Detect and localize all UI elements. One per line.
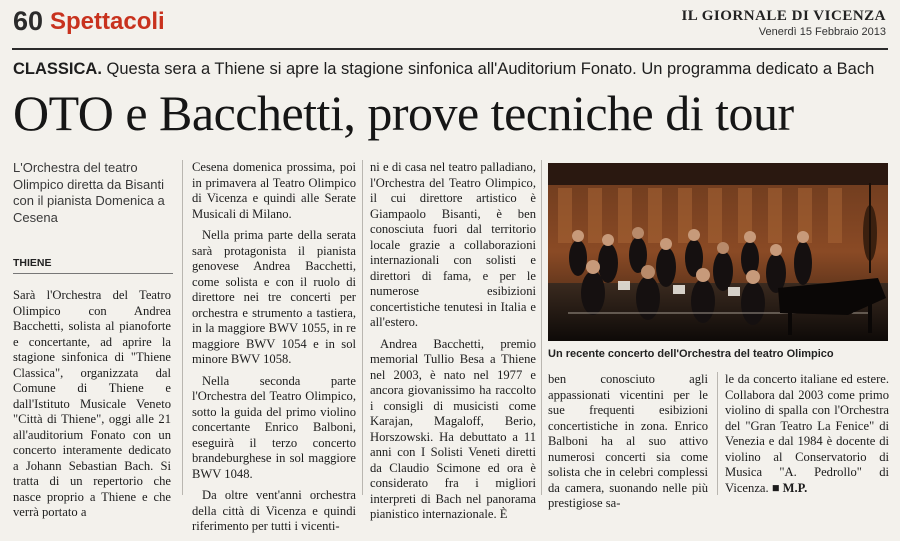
column-divider	[717, 372, 718, 495]
paragraph: Nella seconda parte l'Orchestra del Teatro Olimpico, sotto la guida del primo violino concertante Enrico Balboni, eseguirà il terzo concerto brandeburghese in sol maggiore BWV 1048.	[192, 373, 356, 481]
paragraph: Nella prima parte della serata sarà protagonista il pianista genovese Andrea Bacchetti, come solista e con il ruolo di direttore nei tre concerti per orchestra e strumento a tastiera, in la maggiore BWV 1055, in re maggiore BWV 1054 e in sol minore BWV 1058.	[192, 228, 356, 366]
paragraph: Da oltre vent'anni orchestra della città di Vicenza e quindi riferimento per tutti i vicenti-	[192, 488, 356, 533]
summary: L'Orchestra del teatro Olimpico diretta da Bisanti con il pianista Domenica a Cesena	[13, 160, 165, 225]
paragraph: Cesena domenica prossima, poi in primavera al Teatro Olimpico di Vicenza e quindi alle Serate Musicali di Milano.	[192, 160, 356, 221]
page-header	[0, 0, 900, 44]
newspaper-name: IL GIORNALE DI VICENZA	[681, 8, 886, 24]
kicker-label: CLASSICA.	[13, 60, 102, 78]
dateline: THIENE	[13, 257, 52, 269]
paragraph	[725, 372, 889, 496]
column-divider	[182, 160, 183, 495]
text-column-4	[548, 372, 708, 518]
issue-date: Venerdì 15 Febbraio 2013	[758, 26, 886, 38]
text-column-3	[370, 160, 536, 529]
text-column-2	[192, 160, 356, 541]
headline: OTO e Bacchetti, prove tecniche di tour	[13, 85, 794, 141]
photo-caption: Un recente concerto dell'Orchestra del teatro Olimpico	[548, 348, 834, 360]
paragraph: Sarà l'Orchestra del Teatro Olimpico con Andrea Bacchetti, solista al pianoforte e concertante, ad aprire la stagione sinfonica di "Thiene Classica", organizzata dal Comune di Thiene e dall'Istituto Musicale Veneto "Città di Thiene", oggi alle 21 all'auditorium Fonato con un concerto interamente dedicato a Johann Sebastian Bach. Si tratta di un repertorio che nasce proprio a Thiene e che verrà portato a	[13, 288, 171, 519]
page-number: 60	[13, 6, 44, 36]
dateline-rule	[13, 273, 173, 274]
paragraph: Andrea Bacchetti, premio memorial Tullio Besa a Thiene nel 2003, è nato nel 1977 e ancora giovanissimo ha raccolto i consigli di musicisti come Karajan, Magaloff, Berio, Horszowski. Ha debuttato a 11 anni con I Solisti Veneti diretti da Claudio Scimone ed ora è considerato fra i migliori interpreti di Bach nel panorama pianistico internazionale. È	[370, 336, 536, 521]
section-title: Spettacoli	[50, 8, 165, 35]
column-divider	[541, 160, 542, 495]
author-signature: ■ M.P.	[771, 480, 808, 495]
text-column-5	[725, 372, 889, 502]
kicker	[13, 60, 874, 79]
paragraph: ben conosciuto agli appassionati vicentini per le sue frequenti esibizioni concertistiche in zona. Enrico Balboni ha al suo attivo numerosi concerti sia come solista che in celebri complessi da camera, suonando nelle più prestigiose sa-	[548, 372, 708, 510]
paragraph: ni e di casa nel teatro palladiano, l'Orchestra del Teatro Olimpico, il cui direttore artistico è Giampaolo Bisanti, è ben conosciuta fuori dal territorio locale grazie a collaborazioni internazionali con solisti e direttori di fama, e per le numerose esibizioni concertistiche tenutesi in Italia e all'estero.	[370, 160, 536, 329]
concert-photo	[548, 163, 888, 341]
orchestra-photo-illustration	[548, 163, 888, 341]
text-column-1	[13, 288, 171, 527]
kicker-text: Questa sera a Thiene si apre la stagione sinfonica all'Auditorium Fonato. Un programma dedicato a Bach	[101, 60, 875, 78]
paragraph-text: le da concerto italiane ed estere. Collabora dal 2003 come primo violino di spalla con l'Orchestra del "Gran Teatro La Fenice" di Venezia e dal 1984 è docente di violino al Conservatorio di Musica "A. Pedrollo" di Vicenza.	[725, 372, 889, 495]
header-rule	[12, 48, 888, 50]
column-divider	[362, 160, 363, 495]
